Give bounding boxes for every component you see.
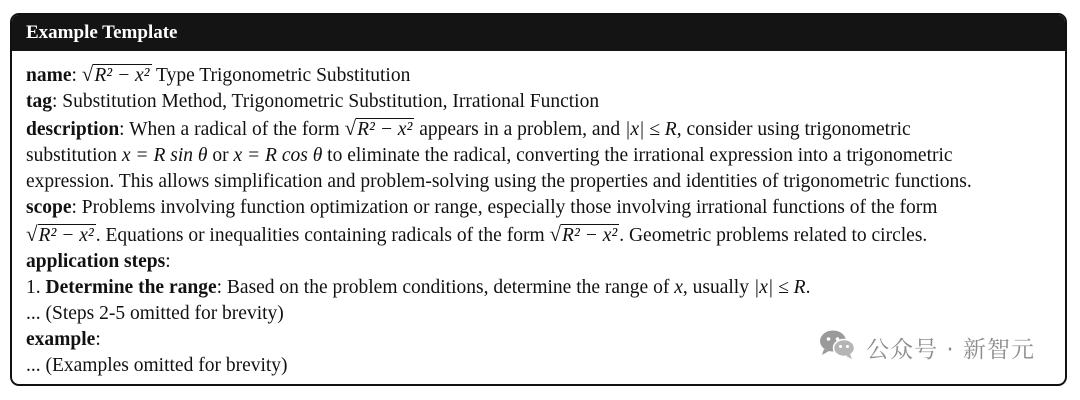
scope-text-2: . Equations or inequalities containing radicals of the form [95, 225, 550, 246]
scope-line-2 [26, 221, 1053, 249]
description-sub-2: x = R cos θ [233, 145, 323, 166]
description-label: description [26, 119, 120, 140]
scope-radical-2: √R² − x² [549, 222, 618, 246]
example-label: example [26, 329, 96, 350]
description-line-2 [26, 143, 1053, 169]
name-line: name: √R² − x² Type Trigonometric Substitution [26, 61, 1053, 89]
description-text-4: substitution [26, 145, 122, 166]
tag-text: Substitution Method, Trigonometric Substitution, Irrational Function [57, 91, 600, 112]
step-1-var: x [674, 277, 683, 298]
description-condition: |x| ≤ R [624, 119, 677, 140]
watermark-text: 公众号 · 新智元 [866, 336, 1035, 363]
scope-text-1: Problems involving function optimization or range, especially those involving irrational functions of the form [76, 197, 938, 218]
step-1-text-2: , usually [682, 277, 754, 298]
description-line-1: description: When a radical of the form √R² − x² appears in a problem, and |x| ≤ R, consider using trigonometric [26, 115, 1053, 143]
description-text-2: appears in a problem, and [414, 119, 625, 140]
card-header [12, 15, 1065, 51]
watermark [818, 328, 1035, 366]
card-title: Example Template [26, 22, 178, 43]
scope-radicand-2: R² − x² [562, 225, 618, 246]
step-1-text-3: . [805, 277, 811, 298]
description-text-5: or [207, 145, 234, 166]
description-radical: √R² − x² [344, 116, 413, 140]
step-1-number: 1. [26, 277, 46, 298]
template-card [10, 13, 1067, 386]
name-radicand: R² − x² [94, 65, 150, 86]
description-radicand: R² − x² [357, 119, 413, 140]
description-sub-1: x = R sin θ [121, 145, 208, 166]
example-line: example: [26, 329, 101, 350]
name-text: Type Trigonometric Substitution [151, 65, 411, 86]
step-1-line [26, 275, 1053, 301]
steps-omitted-text: ... (Steps 2-5 omitted for brevity) [26, 303, 284, 324]
examples-omitted-text: ... (Examples omitted for brevity) [26, 355, 288, 376]
description-line-3 [26, 169, 1053, 195]
scope-text-3: . Geometric problems related to circles. [619, 225, 928, 246]
wechat-icon [818, 328, 856, 366]
description-text-1: When a radical of the form [124, 119, 345, 140]
scope-radicand-1: R² − x² [38, 225, 94, 246]
tag-label: tag [26, 91, 52, 112]
step-1-title: Determine the range [45, 277, 217, 298]
application-steps-line: application steps: [26, 251, 171, 272]
description-text-6: to eliminate the radical, converting the irrational expression into a trigonometric [322, 145, 953, 166]
tag-line: tag: Substitution Method, Trigonometric Substitution, Irrational Function [26, 91, 600, 112]
name-label: name [26, 65, 72, 86]
step-1-text-1: : Based on the problem conditions, determine the range of [216, 277, 675, 298]
name-radical: √R² − x² [81, 62, 150, 86]
application-steps-label: application steps [26, 251, 166, 272]
scope-radical-1: √R² − x² [26, 222, 94, 246]
scope-label: scope [26, 197, 72, 218]
description-text-7: expression. This allows simplification and problem-solving using the properties and identities of trigonometric functions. [26, 171, 972, 192]
description-text-3: , consider using trigonometric [676, 119, 911, 140]
steps-omitted-line [26, 301, 1053, 327]
step-1-condition: |x| ≤ R [753, 277, 806, 298]
scope-line-1: scope: Problems involving function optimization or range, especially those involving irrational functions of the form [26, 197, 938, 218]
